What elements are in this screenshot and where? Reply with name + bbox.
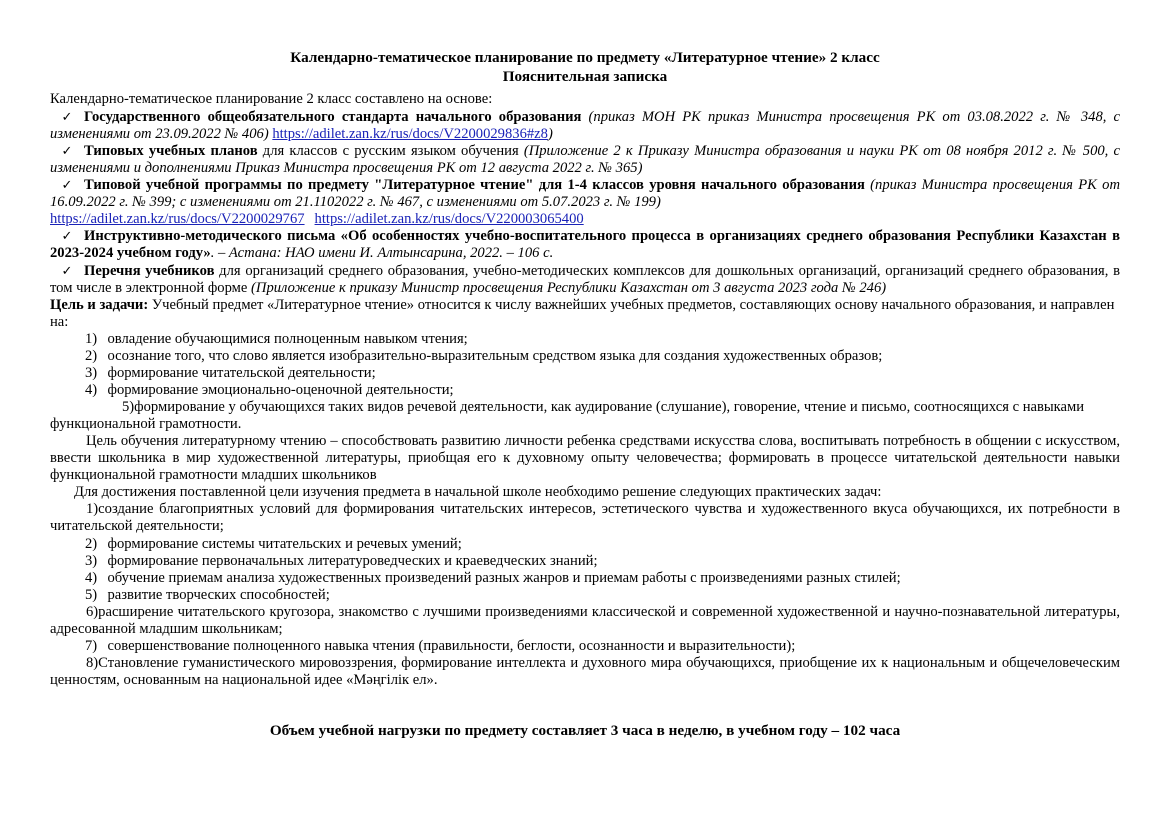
goals-item-4-text: формирование эмоционально-оценочной деятельности; <box>107 381 454 398</box>
checkmark-icon: ✓ <box>61 229 73 245</box>
aim-paragraph: Цель обучения литературному чтению – способствовать развитию личности ребенка средствами искусства слова, воспитывать потребность в общении с искусством, ввести школьника в мир художественной литературы, приобщая его к духовному опыту человечества; формировать в процессе читательской деятельности навыки функциональной грамотности младших школьников <box>50 433 1120 484</box>
goals-item-2-text: осознание того, что слово является изобразительно-выразительным средством языка для создания художественных образов; <box>107 347 883 364</box>
task-item-6-text: расширение читательского кругозора, знакомство с лучшими произведениями классической и современной художественной и научно-познавательной литературы, адресованной младшим школьникам; <box>50 603 1120 637</box>
basis-item-3-link-2[interactable]: https://adilet.zan.kz/rus/docs/V220003065400 <box>314 211 584 228</box>
task-item-1-text: создание благоприятных условий для формирования читательских интересов, эстетического чувства и художественного вкуса обучающихся, их потребности в читательской деятельности; <box>50 501 1120 535</box>
basis-item-5-italic: (Приложение к приказу Министр просвещения Республики Казахстан от 3 августа 2023 года № 246) <box>251 279 887 296</box>
goals-item-5-number: 5) <box>122 399 135 416</box>
goals-heading <box>50 297 1120 331</box>
basis-item-2-italic: (Приложение 2 к Приказу Министра образования и науки РК от 08 ноября 2012 г. № 500, с изменениями и дополнениями Приказ Министра просвещения РК от 12 августа 2022 г. № 365) <box>50 143 1120 177</box>
goals-item-3 <box>50 365 1120 382</box>
basis-item-3-links <box>50 211 1120 228</box>
checkmark-icon: ✓ <box>61 178 73 194</box>
checkmark-icon: ✓ <box>61 109 73 125</box>
task-item-8 <box>50 655 1120 689</box>
goals-item-5-text: формирование у обучающихся таких видов речевой деятельности, как аудирование (слушание), говорение, чтение и письмо, соотносящихся с навыками функциональной грамотности. <box>50 399 1085 433</box>
intro-lead: Календарно-тематическое планирование 2 класс составлено на основе: <box>50 90 493 107</box>
basis-item-1-link[interactable]: https://adilet.zan.kz/rus/docs/V2200029836#z8 <box>272 126 548 143</box>
task-item-7-text: совершенствование полноценного навыка чтения (правильности, беглости, осознанности и выразительности); <box>107 637 796 654</box>
basis-item-3-bold: Типовой учебной программы по предмету "Литературное чтение" для 1-4 классов уровня начального образования <box>84 177 865 194</box>
goals-item-2 <box>50 348 1120 365</box>
goals-item-2-number: 2) <box>85 347 98 364</box>
goals-item-4 <box>50 382 1120 399</box>
checkmark-icon: ✓ <box>61 263 73 279</box>
task-item-5-number: 5) <box>85 586 98 603</box>
task-item-3 <box>50 553 1120 570</box>
goals-heading-text: Учебный предмет «Литературное чтение» относится к числу важнейших учебных предметов, составляющих основу начального образования, и направлен на: <box>50 296 1115 330</box>
goals-item-3-text: формирование читательской деятельности; <box>107 364 376 381</box>
document-subtitle: Пояснительная записка <box>502 68 668 86</box>
basis-item-3 <box>50 177 1120 211</box>
basis-item-4 <box>50 228 1120 262</box>
basis-item-1-italic: (приказ МОН РК приказ Министра просвещения РК от 03.08.2022 г. № 348, с изменениями от 23.09.2022 № 406) <box>50 108 1120 143</box>
task-item-7 <box>50 638 1120 655</box>
basis-item-1 <box>50 109 1120 143</box>
goals-item-1-number: 1) <box>85 330 98 347</box>
task-item-2-number: 2) <box>85 535 98 552</box>
basis-item-5-bold: Перечня учебников <box>84 262 215 279</box>
task-item-8-text: Становление гуманистического мировоззрения, формирование интеллекта и духовного мира обучающихся, приобщение их к национальным и общечеловеческим ценностям, основанным на национальной идее «Мәңгілік ел». <box>50 654 1120 689</box>
task-item-6 <box>50 604 1120 638</box>
basis-item-2-plain: для классов с русским языком обучения <box>257 143 524 160</box>
basis-item-3-link-1[interactable]: https://adilet.zan.kz/rus/docs/V2200029767 <box>50 211 305 228</box>
task-item-2-text: формирование системы читательских и речевых умений; <box>107 535 462 552</box>
task-item-1 <box>50 501 1120 535</box>
task-item-3-number: 3) <box>85 552 98 569</box>
goals-item-5 <box>50 399 1120 433</box>
task-item-3-text: формирование первоначальных литературоведческих и краеведческих знаний; <box>107 552 598 569</box>
task-item-4 <box>50 570 1120 587</box>
basis-item-4-bold: Инструктивно-методического письма «Об особенностях учебно-воспитательного процесса в организациях среднего образования Республики Казахстан в 2023-2024 учебном году» <box>50 228 1120 262</box>
task-item-1-number: 1) <box>86 501 99 518</box>
basis-item-2-bold: Типовых учебных планов <box>84 143 258 160</box>
goals-heading-bold: Цель и задачи: <box>50 296 149 313</box>
task-item-7-number: 7) <box>85 637 98 654</box>
tasks-lead: Для достижения поставленной цели изучения предмета в начальной школе необходимо решение следующих практических задач: <box>74 484 882 501</box>
document-title-line-1: Календарно-тематическое планирование по предмету «Литературное чтение» 2 класс <box>290 49 880 66</box>
task-item-4-text: обучение приемам анализа художественных произведений разных жанров и приемам работы с произведениями разных стилей; <box>107 569 901 586</box>
document-title <box>50 48 1120 87</box>
basis-item-5 <box>50 263 1120 297</box>
basis-item-4-italic: . – Астана: НАО имени И. Алтынсарина, 2022. – 106 с. <box>210 245 554 262</box>
goals-item-3-number: 3) <box>85 364 98 381</box>
checkmark-icon: ✓ <box>61 144 73 160</box>
basis-item-1-bold: Государственного общеобязательного стандарта начального образования <box>84 108 582 125</box>
goals-item-1 <box>50 331 1120 348</box>
basis-item-1-tail: ) <box>547 126 553 143</box>
task-item-4-number: 4) <box>85 569 98 586</box>
goals-item-1-text: овладение обучающимися полноценным навыком чтения; <box>107 330 468 347</box>
basis-item-3-italic: (приказ Министра просвещения РК от 16.09.2022 г. № 399; с изменениями от 21.1102022 г. № 467, с изменениями от 5.07.2023 г. № 199) <box>50 177 1120 211</box>
task-item-5 <box>50 587 1120 604</box>
workload-note: Объем учебной нагрузки по предмету составляет 3 часа в неделю, в учебном году – 102 часа <box>269 722 901 740</box>
basis-item-5-plain: для организаций среднего образования, учебно-методических комплексов для дошкольных организаций, организаций среднего образования, в том числе в электронной форме <box>50 262 1120 296</box>
task-item-6-number: 6) <box>86 603 99 620</box>
goals-item-4-number: 4) <box>85 381 98 398</box>
task-item-2 <box>50 536 1120 553</box>
task-item-5-text: развитие творческих способностей; <box>107 586 330 603</box>
task-item-8-number: 8) <box>86 654 99 671</box>
basis-item-2 <box>50 143 1120 177</box>
